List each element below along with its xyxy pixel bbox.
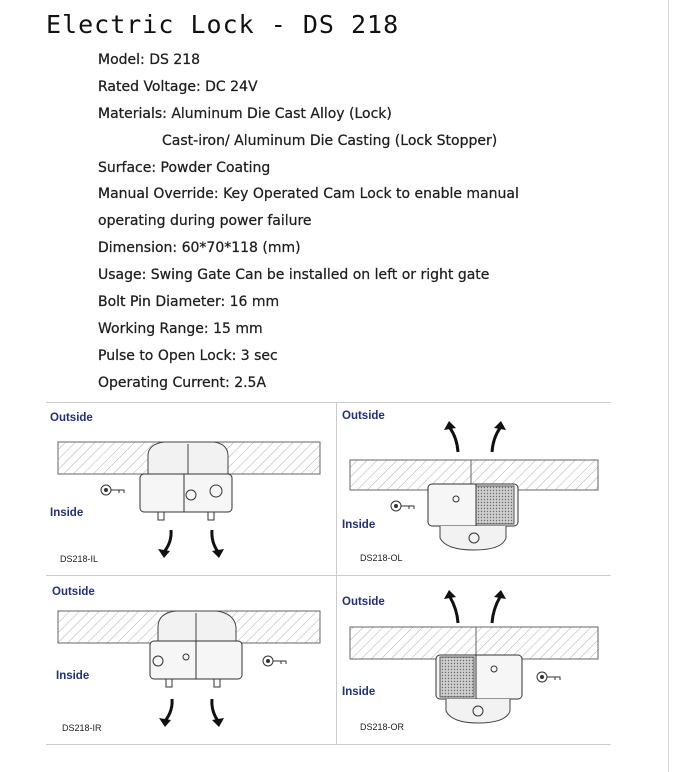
diagram-ds218-ol	[336, 402, 611, 577]
gate-beam	[350, 627, 598, 659]
spec-usage	[98, 262, 519, 289]
inside-label: Inside	[56, 670, 90, 682]
spec-value: Powder Coating	[156, 159, 271, 176]
spec-pulse-to-open	[98, 343, 519, 370]
spec-value: Key Operated Cam Lock to enable manual	[218, 186, 519, 203]
lock-body	[150, 611, 242, 687]
inside-label: Inside	[342, 519, 376, 531]
page-edge-line	[668, 0, 669, 772]
swing-arrows	[444, 421, 506, 452]
diagram-ds218-or	[336, 575, 611, 745]
model-code: DS218-OR	[360, 722, 405, 732]
spec-label: Manual Override:	[98, 186, 219, 203]
lock-body	[140, 442, 232, 520]
lock-body	[428, 484, 518, 550]
spec-dimension	[98, 235, 519, 262]
spec-label: Materials:	[98, 105, 167, 122]
spec-label: Surface:	[98, 159, 157, 176]
spec-label: Operating Current:	[98, 374, 230, 391]
spec-value: operating during power failure	[98, 213, 312, 230]
spec-value: DC 24V	[200, 78, 258, 95]
spec-manual-override	[98, 181, 519, 208]
spec-materials-continued	[98, 128, 519, 155]
lock-body	[436, 655, 522, 723]
spec-value: Cast-iron/ Aluminum Die Casting (Lock Stopper)	[162, 132, 498, 149]
spec-rated-voltage	[98, 74, 519, 101]
outside-label: Outside	[52, 586, 95, 598]
spec-label: Rated Voltage:	[98, 78, 201, 95]
spec-label: Working Range:	[98, 320, 209, 337]
spec-operating-current	[98, 370, 519, 397]
spec-value: 15 mm	[208, 320, 263, 337]
spec-value: Aluminum Die Cast Alloy (Lock)	[166, 105, 392, 122]
spec-value: DS 218	[144, 52, 201, 68]
spec-value: 60*70*118 (mm)	[177, 240, 301, 257]
diagram-ds218-ir	[46, 575, 336, 745]
spec-bolt-pin-diameter	[98, 289, 519, 316]
model-code: DS218-IL	[60, 554, 99, 564]
spec-value: 3 sec	[236, 347, 278, 364]
outside-label: Outside	[50, 412, 93, 424]
swing-arrows	[159, 699, 224, 727]
inside-label: Inside	[50, 507, 84, 519]
inside-label: Inside	[342, 686, 376, 698]
diagram-ds218-il	[46, 402, 336, 577]
spec-label: Model:	[98, 52, 145, 68]
spec-materials	[98, 101, 519, 128]
page-title: Electric Lock - DS 218	[46, 10, 400, 39]
model-code: DS218-IR	[62, 723, 102, 733]
key-icon	[537, 672, 560, 682]
spec-label: Pulse to Open Lock:	[98, 347, 237, 364]
outside-label: Outside	[342, 596, 385, 608]
spec-value: Swing Gate Can be installed on left or right gate	[146, 267, 490, 284]
spec-label: Usage:	[98, 267, 147, 284]
spec-working-range	[98, 316, 519, 343]
spec-manual-override-continued	[98, 208, 519, 235]
outside-label: Outside	[342, 410, 385, 422]
spec-label: Bolt Pin Diameter:	[98, 294, 226, 311]
model-code: DS218-OL	[360, 553, 403, 563]
key-icon	[391, 501, 414, 511]
spec-model	[98, 47, 519, 74]
spec-value: 16 mm	[225, 294, 280, 311]
key-icon	[101, 485, 124, 495]
spec-surface	[98, 155, 519, 182]
spec-list	[98, 47, 519, 397]
swing-arrows	[158, 530, 224, 558]
spec-value: 2.5A	[229, 374, 267, 391]
spec-label: Dimension:	[98, 240, 178, 257]
key-icon	[263, 656, 286, 666]
swing-arrows	[444, 590, 506, 623]
